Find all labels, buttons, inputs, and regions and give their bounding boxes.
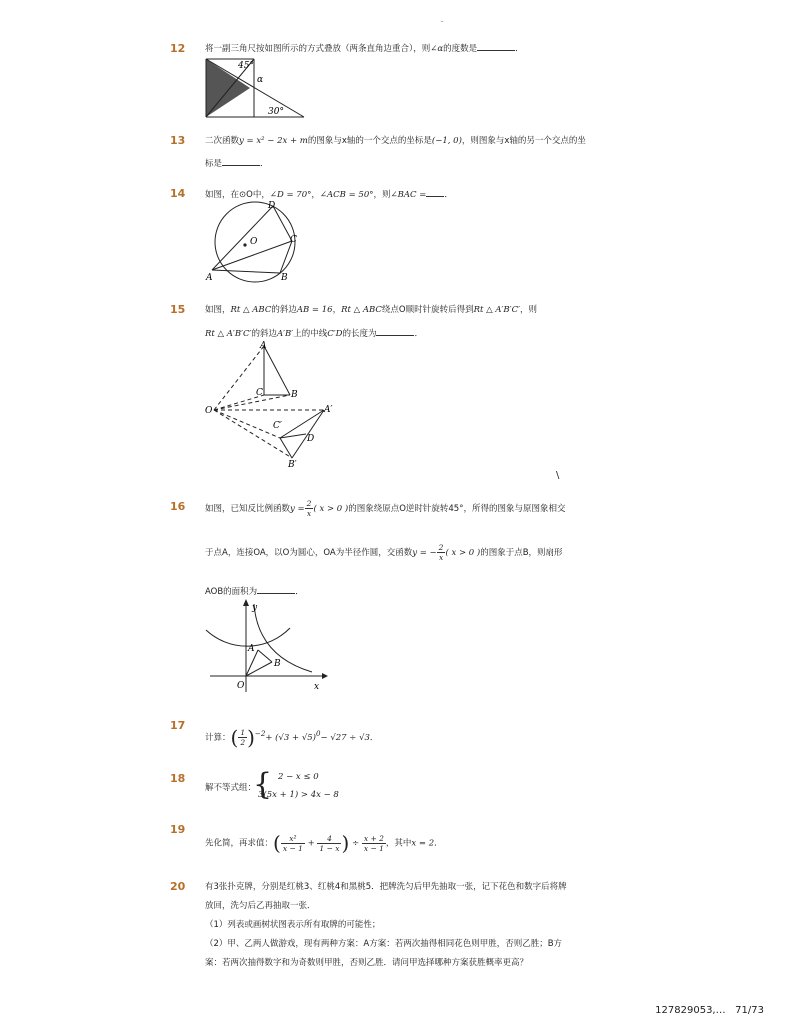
question-18-label: 解不等式组：: [205, 783, 257, 793]
point-a-label: A: [206, 273, 213, 283]
point-a-label: A: [248, 644, 255, 654]
answer-blank: [477, 41, 515, 51]
question-number-15: 15: [170, 303, 186, 316]
inverse-function-figure: [202, 596, 332, 696]
point-b-label: B: [274, 659, 281, 669]
inequality-system: 2 − x ≤ 0 3(5x + 1) > 4x − 8: [258, 772, 339, 800]
point-c-prime-label: C′: [273, 421, 282, 431]
question-17-text: 计算：( $\frac{1}{2}$ )$^{-2}+ (√3 + √5)^0- √27 \div √3$．: [205, 725, 379, 750]
rotation-figure: [202, 340, 342, 470]
fraction: $\frac{2}{x}$: [438, 543, 444, 562]
page-number: 71/73: [735, 1005, 764, 1016]
circle-figure: [202, 198, 312, 288]
point-b-label: B: [291, 390, 298, 400]
page-footer: [655, 1005, 764, 1016]
question-20-line-3: （1）列表或画树状图表示所有取牌的可能性；: [205, 920, 381, 930]
system-brace: {: [253, 767, 273, 802]
point-a-prime-label: A′: [324, 405, 333, 415]
answer-blank: [376, 326, 414, 336]
document-id: 127829053,…: [655, 1005, 726, 1016]
question-13-text: 二次函数y = x² − 2x + m的图象与x轴的一个交点的坐标是(−1, 0)，则图象与x轴的另一个交点的坐: [205, 136, 586, 146]
alpha-label: α: [257, 75, 264, 85]
point-a-label: A: [260, 341, 267, 351]
angle-30-label: 30°: [268, 107, 284, 117]
fraction: $\frac{x + 2}{x - 1}$: [363, 833, 384, 853]
question-20-line-1: 有3张扑克牌，分别是红桃3、红桃4和黑桃5．把牌洗匀后甲先抽取一张，记下花色和数字后将牌: [205, 882, 567, 892]
point-c-label: C: [290, 235, 297, 245]
stray-mark: \: [556, 470, 560, 481]
question-number-16: 16: [170, 500, 186, 513]
question-number-19: 19: [170, 823, 186, 836]
point-b-label: B: [281, 273, 288, 283]
point-o-label: O: [205, 406, 213, 416]
answer-blank: [426, 187, 444, 197]
question-14-text: 如图，在⊙O中，∠D = 70°，∠ACB = 50°，则∠BAC = ．: [205, 187, 453, 202]
question-number-12: 12: [170, 42, 186, 55]
point-d-label: D: [307, 434, 315, 444]
angle-45-label: 45°: [238, 61, 254, 71]
question-20-line-4: （2）甲、乙两人做游戏，现有两种方案：A方案：若两次抽得相同花色则甲胜，否则乙胜；B方: [205, 939, 563, 949]
triangle-ruler-figure: [204, 56, 306, 120]
origin-label: O: [237, 681, 245, 691]
fraction: $\frac{2}{x}$: [306, 499, 312, 518]
question-number-14: 14: [170, 187, 186, 200]
fraction: $\frac{1}{2}$: [240, 727, 246, 747]
question-20-line-5: 案：若两次抽得数字和为奇数则甲胜，否则乙胜．请问甲选择哪种方案获胜概率更高？: [205, 958, 529, 968]
question-number-17: 17: [170, 719, 186, 732]
question-16-line-1: 如图，已知反比例函数y = $\frac{2}{x}$ ( x > 0 )的图象绕原点O逆时针旋转45°，所得的图象与原图象相交: [205, 499, 566, 518]
point-c-label: C: [256, 388, 263, 398]
fraction: $\frac{\text{x²}}{x - 1}$: [282, 833, 303, 853]
question-number-18: 18: [170, 772, 186, 785]
question-15-line-1: 如图，Rt △ ABC的斜边AB = 16，Rt △ ABC绕点O顺时针旋转后得到Rt △ A′B′C′，则: [205, 305, 538, 315]
question-number-20: 20: [170, 880, 186, 893]
question-13-line-2: 标是 ．: [205, 156, 269, 171]
question-15-line-2: Rt △ A′B′C′的斜边A′B′上的中线C′D的长度为 ．: [205, 326, 423, 341]
question-19-text: 先化简，再求值：( $\frac{\text{x²}}{x - 1}$ + $\frac{4}{1 - x}$ ) ÷ $\frac{x + 2}{x - 1}$ ，其中x = 2．: [205, 831, 443, 855]
question-16-line-3: AOB的面积为 ．: [205, 584, 304, 599]
question-12-text: 将一副三角尺按如图所示的方式叠放（两条直角边重合），则∠α的度数是 ．: [205, 41, 524, 56]
answer-blank: [257, 584, 295, 594]
point-o-label: O: [250, 237, 258, 247]
point-d-label: D: [268, 201, 276, 211]
axis-y-label: y: [252, 603, 258, 613]
answer-blank: [222, 156, 260, 166]
axis-x-label: x: [314, 682, 320, 692]
question-number-13: 13: [170, 134, 186, 147]
question-20-line-2: 放回，洗匀后乙再抽取一张．: [205, 901, 316, 911]
question-16-line-2: 于点A，连接OA，以O为圆心，OA为半径作圆，交函数y = − $\frac{2}{x}$ ( x > 0 )的图象于点B，则扇形: [205, 543, 563, 562]
fraction: $\frac{4}{1 - x}$: [319, 833, 340, 853]
point-b-prime-label: B′: [288, 460, 297, 470]
top-mark: ˉ: [440, 20, 444, 29]
